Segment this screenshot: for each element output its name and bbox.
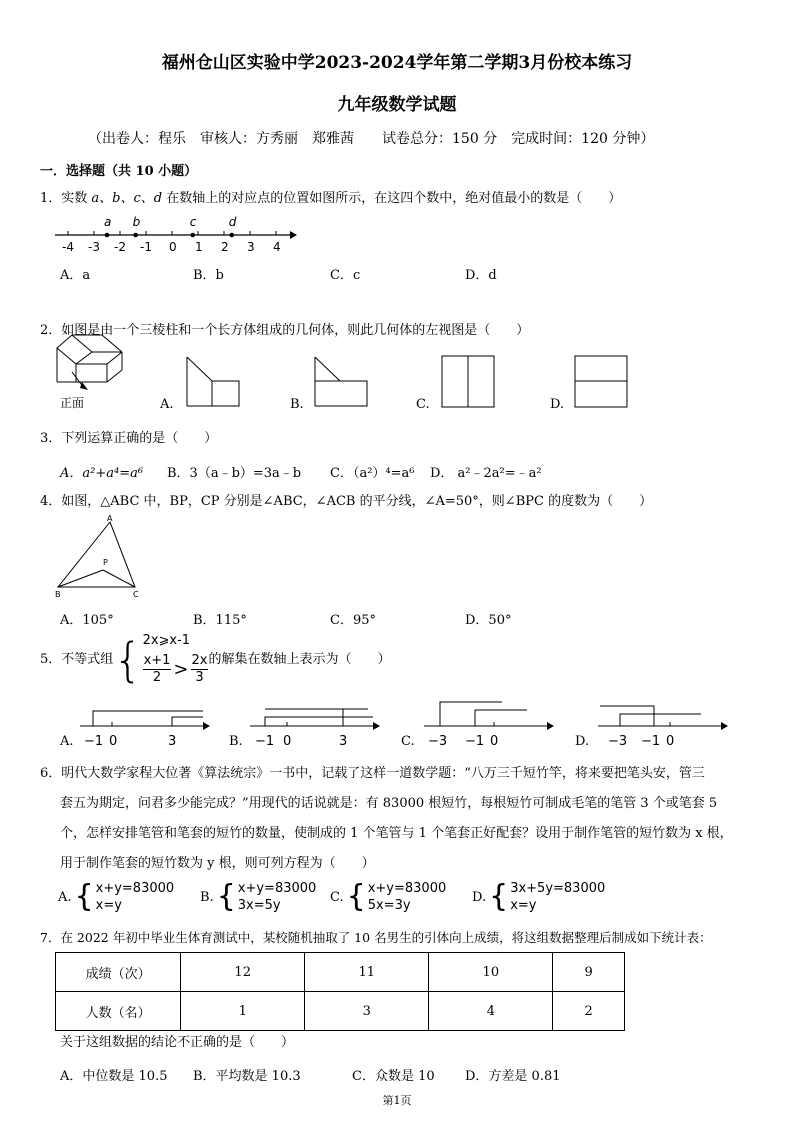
q1-option-d[interactable]: D．d (465, 268, 497, 283)
section-heading: 一．选择题（共 10 小题） (40, 164, 198, 179)
q4-label-b: B (55, 590, 61, 599)
page-number: 第1页 (382, 1094, 412, 1107)
q4-option-b[interactable]: B．115° (193, 613, 247, 628)
q7-option-b[interactable]: B．平均数是 10.3 (193, 1069, 301, 1084)
q3-option-c[interactable]: C．（a²）⁴=a⁶ (330, 466, 415, 481)
q7-option-d[interactable]: D．方差是 0.81 (465, 1069, 561, 1084)
q5-option-b[interactable]: B. (229, 734, 243, 749)
question-7: 7．在 2022 年初中毕业生体育测试中，某校随机抽取了 10 名男生的引体向上成绩，将这组数据整理后制成如下统计表： (40, 930, 712, 945)
exam-subtitle: 九年级数学试题 (337, 95, 457, 115)
q1-number-line (50, 210, 295, 260)
q2-figure-b (313, 355, 373, 410)
q5b-label: 3 (339, 734, 348, 749)
q5d-label: −3 (608, 734, 628, 749)
question-6-line-3: 个，怎样安排笔管和笔套的短竹的数量，使制成的 1 个笔管与 1 个笔套正好配套？设用于制作笔管的短竹数为 x 根， (60, 826, 733, 841)
table-cell: 12 (181, 953, 305, 992)
q4-label-c: C (133, 590, 139, 599)
q5-option-c[interactable]: C. (401, 734, 415, 749)
q1-option-c[interactable]: C．c (330, 268, 361, 283)
q5d-label: −1 (641, 734, 661, 749)
brace-icon: { (74, 879, 94, 914)
point-label-c: c (189, 215, 197, 229)
q2-front-label: 正面 (60, 396, 85, 410)
axis-tick-label: -2 (114, 240, 126, 254)
q3-option-a[interactable]: A．a²+a⁴=a⁶ (60, 466, 144, 481)
point-a (105, 233, 110, 238)
question-4: 4．如图，△ABC 中，BP，CP 分别是∠ABC，∠ACB 的平分线，∠A=50°，则∠BPC 的度数为（ ） (40, 494, 653, 509)
q5-number-line-a (78, 705, 213, 750)
point-label-a: a (104, 215, 112, 229)
q6-option-c[interactable]: C. { x+y=83000 5x=3y (330, 879, 447, 914)
q4-option-c[interactable]: C．95° (330, 613, 376, 628)
q6-option-a[interactable]: A. { x+y=83000 x=y (58, 879, 175, 914)
axis-tick-label: 2 (221, 240, 229, 254)
axis-tick-label: 3 (247, 240, 255, 254)
q7-follow-up: 关于这组数据的结论不正确的是（ ） (60, 1035, 295, 1050)
q2-figure-c (441, 355, 497, 410)
question-6-line-2: 套五为期定，问君多少能完成？”用现代的话说就是：有 83000 根短竹，每根短竹可制成毛笔的笔管 3 个或笔套 5 (60, 796, 718, 811)
q6-option-b[interactable]: B. { x+y=83000 3x=5y (200, 879, 317, 914)
q4-triangle-figure (50, 512, 150, 602)
question-1: 1．实数 a、b、c、d 在数轴上的对应点的位置如图所示，在这四个数中，绝对值最小的数是（ ） (40, 191, 622, 206)
q5-number-line-b (248, 703, 383, 750)
table-cell: 2 (553, 992, 625, 1031)
question-6-line-1: 6．明代大数学家程大位著《算法统宗》一书中，记载了这样一道数学题：“八万三千短竹竿，将来要把笔头安，管三 (40, 766, 705, 781)
q5b-label: −1 (255, 734, 275, 749)
table-cell: 11 (305, 953, 429, 992)
q3-option-b[interactable]: B．3（a﹣b）=3a﹣b (167, 466, 302, 481)
axis-tick-label: -3 (88, 240, 100, 254)
axis-tick-label: 0 (169, 240, 177, 254)
table-cell: 1 (181, 992, 305, 1031)
q5c-label: −1 (465, 734, 485, 749)
q4-label-a: A (107, 514, 113, 523)
brace-icon: { (216, 879, 236, 914)
table-cell: 人数（名） (56, 992, 181, 1031)
table-cell: 10 (429, 953, 553, 992)
exam-info: （出卷人：程乐 审核人：方秀丽 郑雅茜 试卷总分：150 分 完成时间：120 分钟） (88, 131, 655, 147)
table-row (56, 953, 625, 992)
axis-tick-label: -4 (62, 240, 74, 254)
q2-option-b[interactable]: B. (290, 397, 304, 412)
point-c (191, 233, 196, 238)
axis-tick-label: 1 (195, 240, 203, 254)
q7-option-a[interactable]: A．中位数是 10.5 (60, 1069, 168, 1084)
point-label-d: d (228, 215, 237, 229)
q7-stat-table (55, 952, 625, 1031)
q2-option-c[interactable]: C. (416, 397, 430, 412)
axis-tick-label: 4 (273, 240, 281, 254)
axis-tick-label: -1 (140, 240, 152, 254)
table-cell: 9 (553, 953, 625, 992)
question-2: 2．如图是由一个三棱柱和一个长方体组成的几何体，则此几何体的左视图是（ ） (40, 323, 530, 338)
q5-number-line-d (596, 702, 731, 750)
q7-option-c[interactable]: C．众数是 10 (352, 1069, 435, 1084)
q5d-label: 0 (666, 734, 675, 749)
q5a-label: 0 (109, 734, 118, 749)
q5a-label: −1 (84, 734, 104, 749)
q5-number-line-c (422, 698, 557, 750)
q4-option-d[interactable]: D．50° (465, 613, 512, 628)
point-d (230, 233, 235, 238)
q2-figure-d (574, 355, 630, 410)
q4-option-a[interactable]: A．105° (60, 613, 114, 628)
question-5: 5．不等式组 { 2x⩾x-1 x+1 2 > 2x 3 的解集在数轴上表示为（ ） (40, 632, 391, 687)
q5b-label: 0 (283, 734, 292, 749)
q3-option-d[interactable]: D． a²﹣2a²=﹣a² (430, 466, 542, 481)
q1-option-b[interactable]: B．b (193, 268, 224, 283)
point-b (133, 233, 138, 238)
q2-figure-a (185, 355, 245, 410)
table-cell: 成绩（次） (56, 953, 181, 992)
table-cell: 3 (305, 992, 429, 1031)
exam-title: 福州仓山区实验中学2023-2024学年第二学期3月份校本练习 (161, 53, 633, 73)
q5a-label: 3 (168, 734, 177, 749)
q5-option-d[interactable]: D. (575, 734, 590, 749)
q5c-label: −3 (428, 734, 448, 749)
q5-option-a[interactable]: A. (60, 734, 74, 749)
point-label-b: b (132, 215, 141, 229)
q6-option-d[interactable]: D. { 3x+5y=83000 x=y (472, 879, 606, 914)
brace-icon: { (489, 879, 509, 914)
question-6-line-4: 用于制作笔套的短竹数为 y 根，则可列方程为（ ） (60, 856, 375, 871)
q2-option-d[interactable]: D. (550, 397, 565, 412)
q1-option-a[interactable]: A．a (60, 268, 91, 283)
question-3: 3．下列运算正确的是（ ） (40, 431, 218, 446)
q5c-label: 0 (490, 734, 499, 749)
q4-label-p: P (103, 558, 108, 567)
brace-icon: { (346, 879, 366, 914)
table-row (56, 992, 625, 1031)
q2-option-a[interactable]: A. (160, 397, 174, 412)
table-cell: 4 (429, 992, 553, 1031)
